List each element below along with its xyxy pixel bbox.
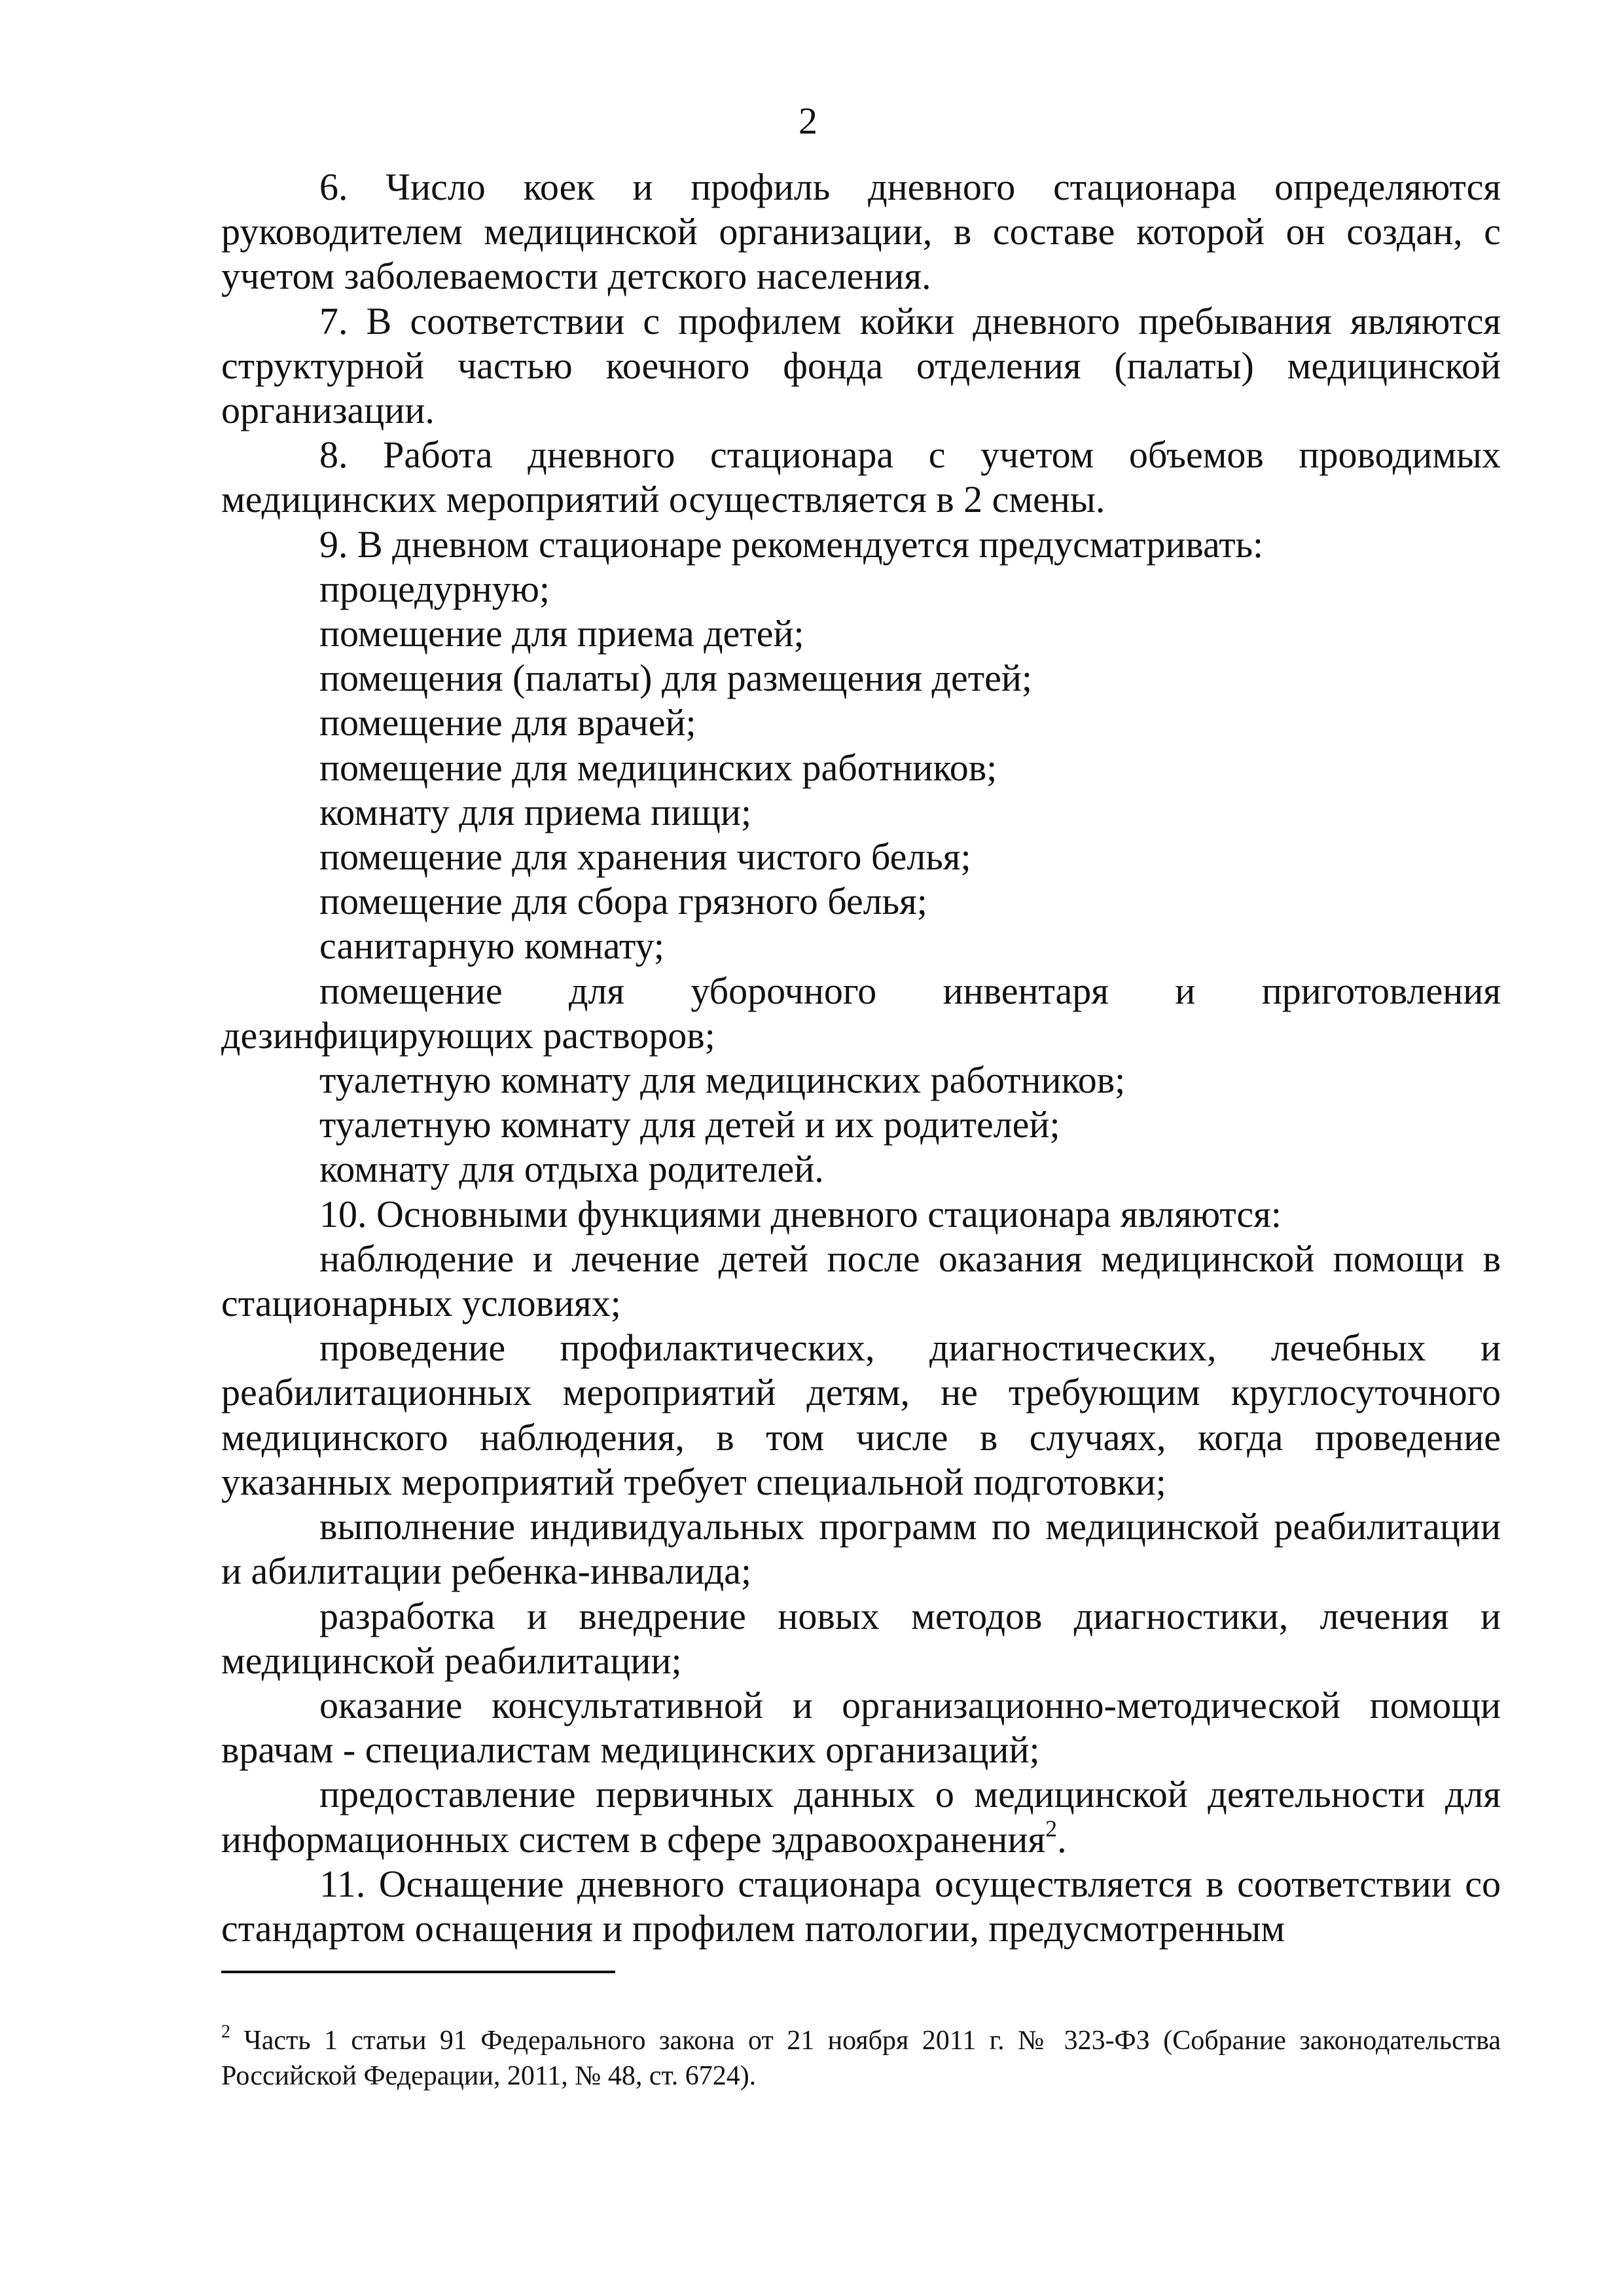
function-item: разработка и внедрение новых методов диагностики, лечения и медицинской реабилитации; <box>221 1594 1501 1682</box>
paragraph-10: 10. Основными функциями дневного стационара являются: <box>319 1192 1282 1235</box>
list-item: помещение для сбора грязного белья; <box>319 880 927 923</box>
list-item: помещения (палаты) для размещения детей; <box>319 657 1033 700</box>
paragraph-8: 8. Работа дневного стационара с учетом объемов проводимых медицинских мероприятий осуществляется в 2 смены. <box>221 433 1501 521</box>
list-item: помещение для врачей; <box>319 701 696 744</box>
function-item-with-footnote <box>221 1772 1501 1861</box>
paragraph-11: 11. Оснащение дневного стационара осуществляется в соответствии со стандартом оснащения и профилем патологии, предусмотренным <box>221 1862 1501 1950</box>
list-item: туалетную комнату для медицинских работников; <box>319 1059 1126 1102</box>
footnote-reference[interactable]: 2 <box>1045 1815 1058 1842</box>
list-item: помещение для приема детей; <box>319 612 804 655</box>
page-number: 2 <box>799 100 817 142</box>
footnote-marker: 2 <box>221 2022 230 2042</box>
function-item: оказание консультативной и организационно-методической помощи врачам - специалистам медицинских организаций; <box>221 1683 1501 1772</box>
list-item: помещение для уборочного инвентаря и приготовления дезинфицирующих растворов; <box>221 969 1501 1057</box>
list-item: помещение для хранения чистого белья; <box>319 835 971 879</box>
body-text <box>221 165 1501 1951</box>
paragraph-9: 9. В дневном стационаре рекомендуется предусматривать: <box>319 522 1264 566</box>
list-item: процедурную; <box>319 567 550 610</box>
sentence-end: . <box>1057 1817 1067 1861</box>
paragraph-6: 6. Число коек и профиль дневного стационара определяются руководителем медицинской организации, в составе которой он создан, с учетом заболеваемости детского населения. <box>221 166 1501 298</box>
paragraph-7: 7. В соответствии с профилем койки дневного пребывания являются структурной частью коечного фонда отделения (палаты) медицинской организации. <box>221 299 1501 432</box>
list-item: комнату для приема пищи; <box>319 790 752 833</box>
function-item-text: предоставление первичных данных о медицинской деятельности для информационных систем в сфере здравоохранения <box>221 1773 1501 1861</box>
list-item: помещение для медицинских работников; <box>319 746 997 789</box>
list-item: туалетную комнату для детей и их родителей; <box>319 1103 1060 1146</box>
list-item: комнату для отдыха родителей. <box>319 1148 824 1191</box>
function-item: наблюдение и лечение детей после оказания медицинской помощи в стационарных условиях; <box>221 1237 1501 1325</box>
list-item: санитарную комнату; <box>319 924 664 968</box>
footnote <box>221 2023 1501 2094</box>
function-item: проведение профилактических, диагностических, лечебных и реабилитационных мероприятий детям, не требующим круглосуточного медицинского наблюдения, в том числе в случаях, когда проведение указанных мероприятий требует специальной подготовки; <box>221 1326 1501 1503</box>
function-item: выполнение индивидуальных программ по медицинской реабилитации и абилитации ребенка-инвалида; <box>221 1505 1501 1593</box>
footnote-text: Часть 1 статьи 91 Федерального закона от 21 ноября 2011 г. № 323-ФЗ (Собрание законодательства Российской Федерации, 2011, № 48, ст. 6724). <box>221 2026 1501 2091</box>
footnote-separator <box>221 1971 615 1973</box>
